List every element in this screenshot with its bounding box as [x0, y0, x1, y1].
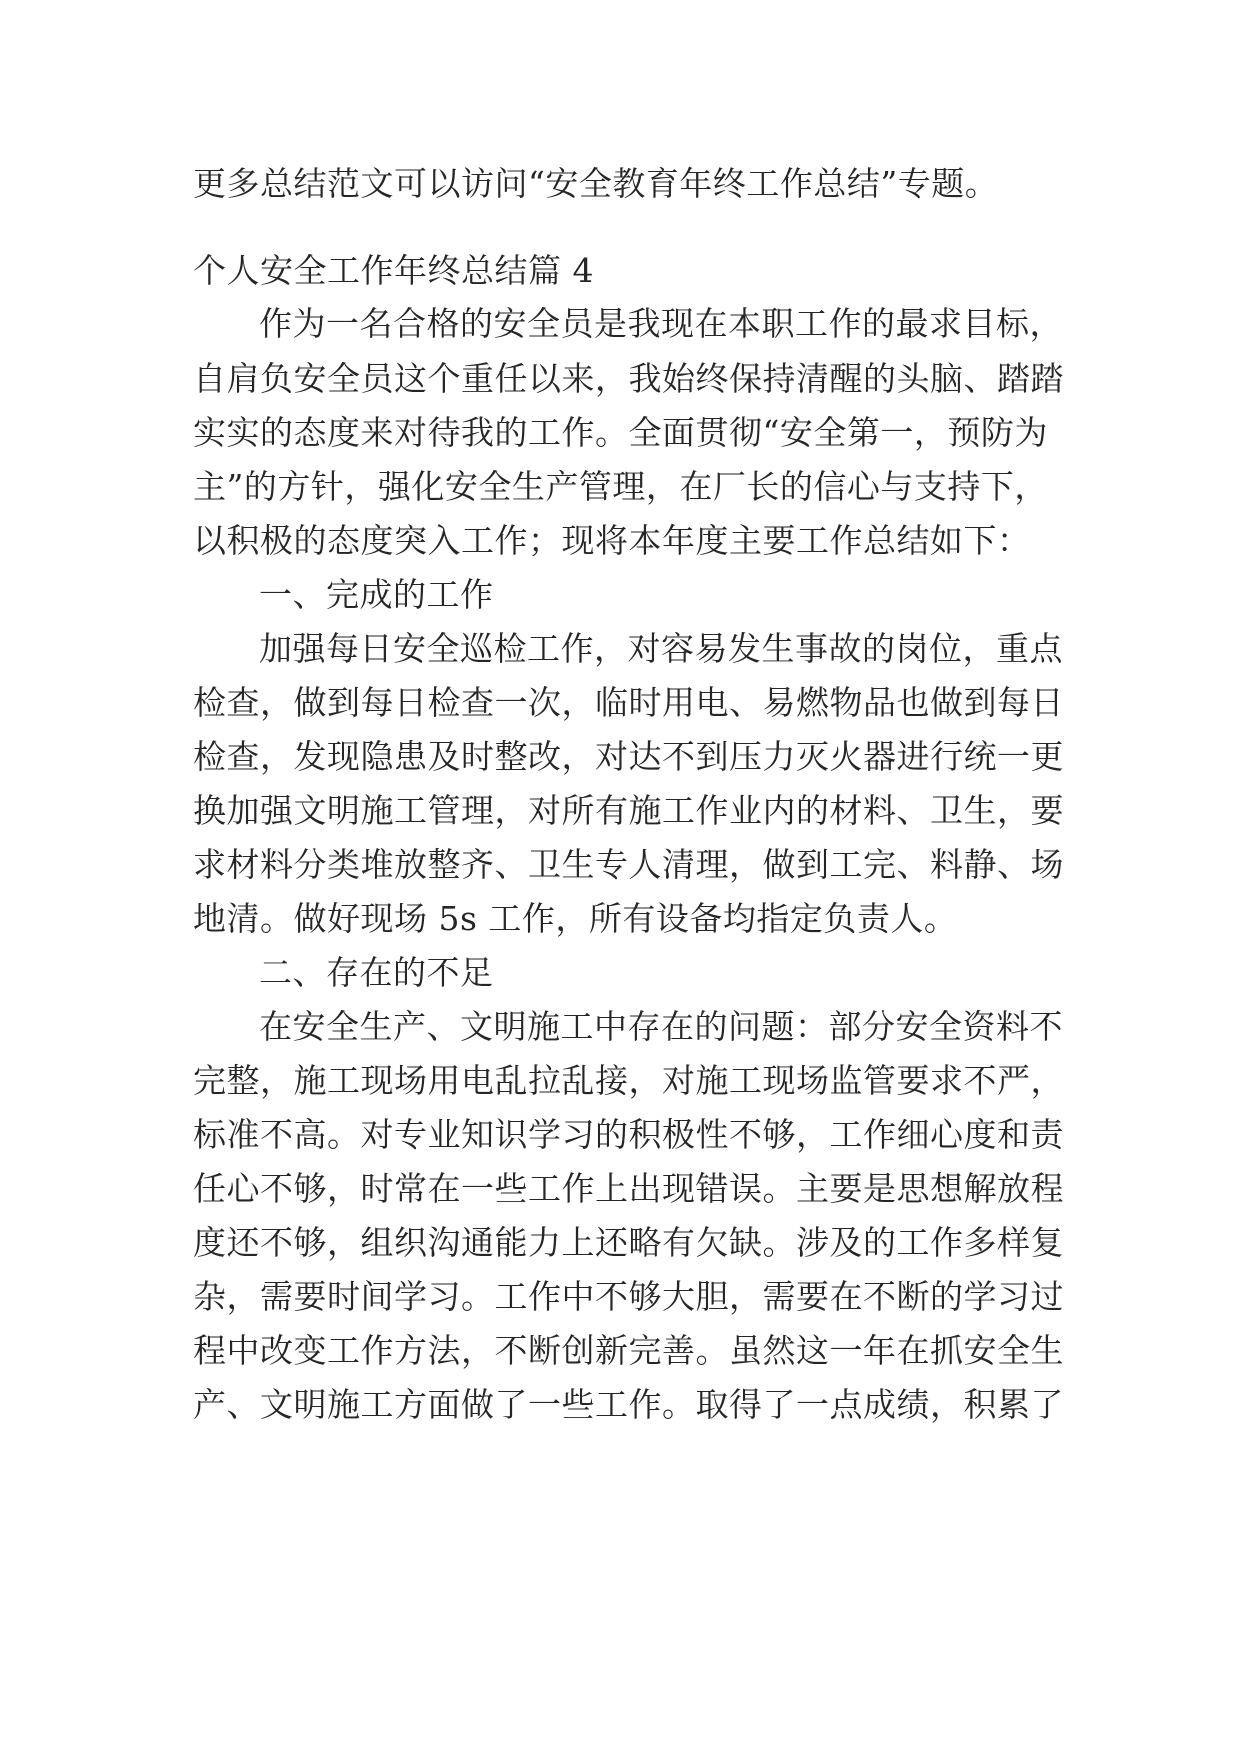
subheading: 二、存在的不足: [259, 953, 494, 992]
paragraph-line: 程中改变工作方法，不断创新完善。虽然这一年在抓安全生: [193, 1331, 1064, 1370]
paragraph-line: 任心不够，时常在一些工作上出现错误。主要是思想解放程: [193, 1169, 1064, 1208]
paragraph-line: 以积极的态度突入工作；现将本年度主要工作总结如下：: [193, 521, 1031, 560]
subheading: 一、完成的工作: [259, 575, 494, 614]
paragraph-line: 产、文明施工方面做了一些工作。取得了一点成绩，积累了: [193, 1385, 1064, 1424]
section-heading: 个人安全工作年终总结篇 4: [193, 251, 594, 290]
intro-text: 更多总结范文可以访问“安全教育年终工作总结”专题。: [193, 164, 999, 203]
paragraph-line: 度还不够，组织沟通能力上还略有欠缺。涉及的工作多样复: [193, 1223, 1064, 1262]
paragraph-line: 换加强文明施工管理，对所有施工作业内的材料、卫生，要: [193, 791, 1064, 830]
paragraph-line: 杂，需要时间学习。工作中不够大胆，需要在不断的学习过: [193, 1277, 1064, 1316]
paragraph-line: 检查，发现隐患及时整改，对达不到压力灭火器进行统一更: [193, 737, 1064, 776]
paragraph-line: 主”的方针，强化安全生产管理，在厂长的信心与支持下，: [193, 467, 1048, 506]
paragraph-line: 作为一名合格的安全员是我现在本职工作的最求目标，: [259, 304, 1063, 343]
paragraph-line: 自肩负安全员这个重任以来，我始终保持清醒的头脑、踏踏: [193, 359, 1064, 398]
paragraph-line: 求材料分类堆放整齐、卫生专人清理，做到工完、料静、场: [193, 845, 1064, 884]
paragraph-line: 标准不高。对专业知识学习的积极性不够，工作细心度和责: [193, 1115, 1064, 1154]
paragraph-line: 实实的态度来对待我的工作。全面贯彻“安全第一，预防为: [193, 413, 1048, 452]
paragraph-line: 地清。做好现场 5s 工作，所有设备均指定负责人。: [193, 899, 958, 938]
paragraph-line: 在安全生产、文明施工中存在的问题：部分安全资料不: [259, 1007, 1063, 1046]
paragraph-line: 加强每日安全巡检工作，对容易发生事故的岗位，重点: [259, 629, 1063, 668]
paragraph-line: 完整，施工现场用电乱拉乱接，对施工现场监管要求不严，: [193, 1061, 1064, 1100]
paragraph-line: 检查，做到每日检查一次，临时用电、易燃物品也做到每日: [193, 683, 1064, 722]
